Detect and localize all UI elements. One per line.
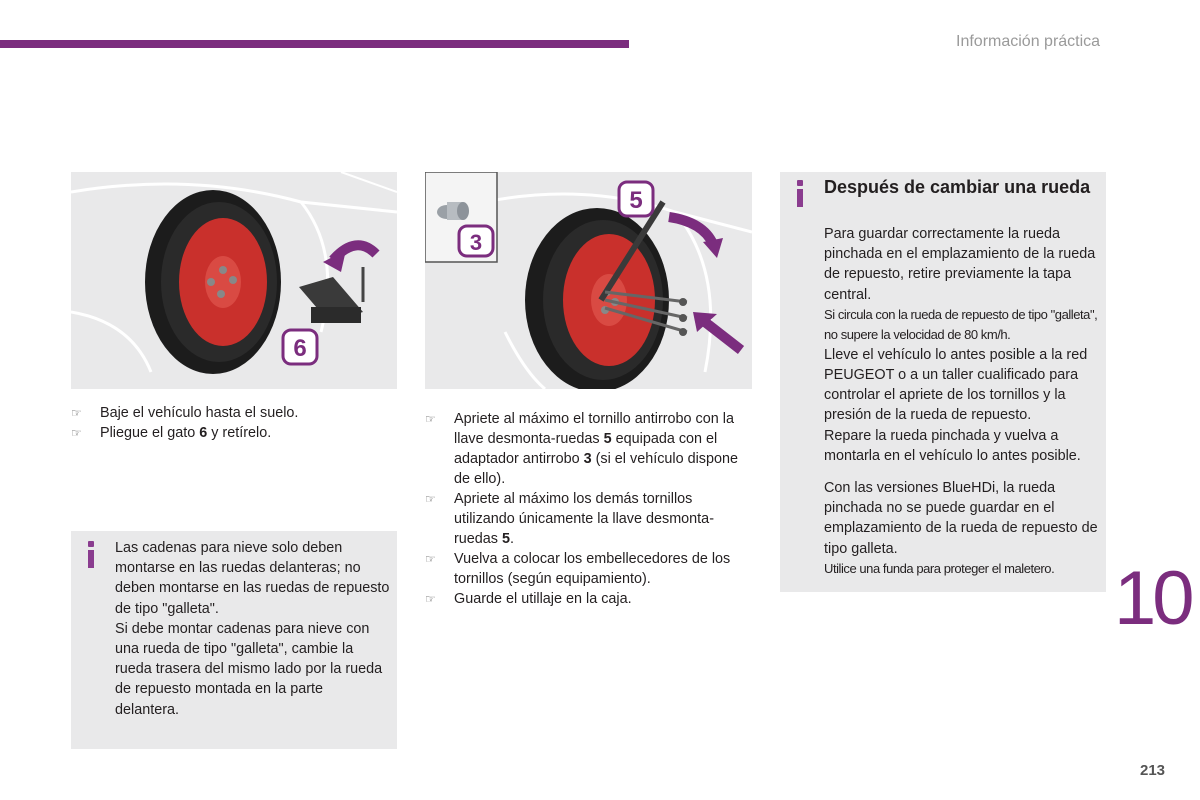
- list-item: ☞ Baje el vehículo hasta el suelo.: [71, 405, 299, 421]
- wheel-wrench-illustration: [425, 172, 752, 389]
- list-item: ☞ Apriete al máximo los demás tornillos utilizando únicamente la llave desmonta-ruedas 5.: [425, 491, 714, 547]
- wheel-jack-illustration: [71, 172, 397, 389]
- list-item: ☞ Pliegue el gato 6 y retírelo.: [71, 425, 272, 441]
- callout-5: 5: [629, 187, 643, 214]
- pointer-hand-icon: ☞: [71, 426, 82, 440]
- figure-tighten-bolts: [425, 172, 752, 389]
- list-item: ☞ Apriete al máximo el tornillo antirrobo con la llave desmonta-ruedas 5 equipada con el adaptador antirrobo 3 (si el vehículo dispone de ello).: [425, 411, 739, 487]
- header-accent-bar: [0, 40, 629, 48]
- list-item: ☞ Guarde el utillaje en la caja.: [425, 591, 632, 607]
- pointer-hand-icon: ☞: [425, 592, 436, 606]
- pointer-hand-icon: ☞: [71, 406, 82, 420]
- paragraph: Para guardar correctamente la rueda pinchada en el emplazamiento de la rueda de repuesto, retire previamente la tapa central.: [824, 226, 1096, 303]
- callout-3: 3: [469, 230, 483, 255]
- chains-paragraph: Si debe montar cadenas para nieve con una rueda de tipo "galleta", cambie la rueda trasera del mismo lado por la rueda de repuesto montada en la parte delantera.: [115, 620, 383, 718]
- paragraph: Lleve el vehículo lo antes posible a la red PEUGEOT o a un taller cualificado para controlar el apriete de los tornillos y la presión de la rueda de repuesto.: [824, 346, 1088, 424]
- callout-6: 6: [293, 335, 307, 362]
- snow-chains-info-box: [71, 531, 397, 749]
- after-wheel-change-info-box: [780, 172, 1106, 592]
- figure-lower-vehicle: [71, 172, 397, 389]
- chains-paragraph: Las cadenas para nieve solo deben montarse en las ruedas delanteras; no deben montarse en las ruedas de repuesto de tipo "galleta".: [115, 540, 390, 617]
- section-title: Información práctica: [956, 33, 1101, 50]
- steps-list-col1: [71, 403, 397, 443]
- paragraph: Repare la rueda pinchada y vuelva a montarla en el vehículo lo antes posible.: [824, 427, 1081, 464]
- page-number: 213: [1140, 762, 1166, 779]
- pointer-hand-icon: ☞: [425, 412, 436, 426]
- pointer-hand-icon: ☞: [425, 552, 436, 566]
- steps-list-col2: [425, 409, 755, 609]
- paragraph: Con las versiones BlueHDi, la rueda pinchada no se puede guardar en el emplazamiento de la rueda de repuesto de tipo galleta.: [824, 480, 1098, 557]
- paragraph-condensed: Si circula con la rueda de repuesto de tipo "galleta", no supere la velocidad de 80 km/h.: [824, 306, 1098, 342]
- chapter-number: 10: [1114, 556, 1191, 641]
- list-item: ☞ Vuelva a colocar los embellecedores de los tornillos (según equipamiento).: [425, 551, 731, 587]
- box-title: Después de cambiar una rueda: [824, 177, 1091, 197]
- pointer-hand-icon: ☞: [425, 492, 436, 506]
- paragraph-condensed: Utilice una funda para proteger el maletero.: [824, 560, 1055, 576]
